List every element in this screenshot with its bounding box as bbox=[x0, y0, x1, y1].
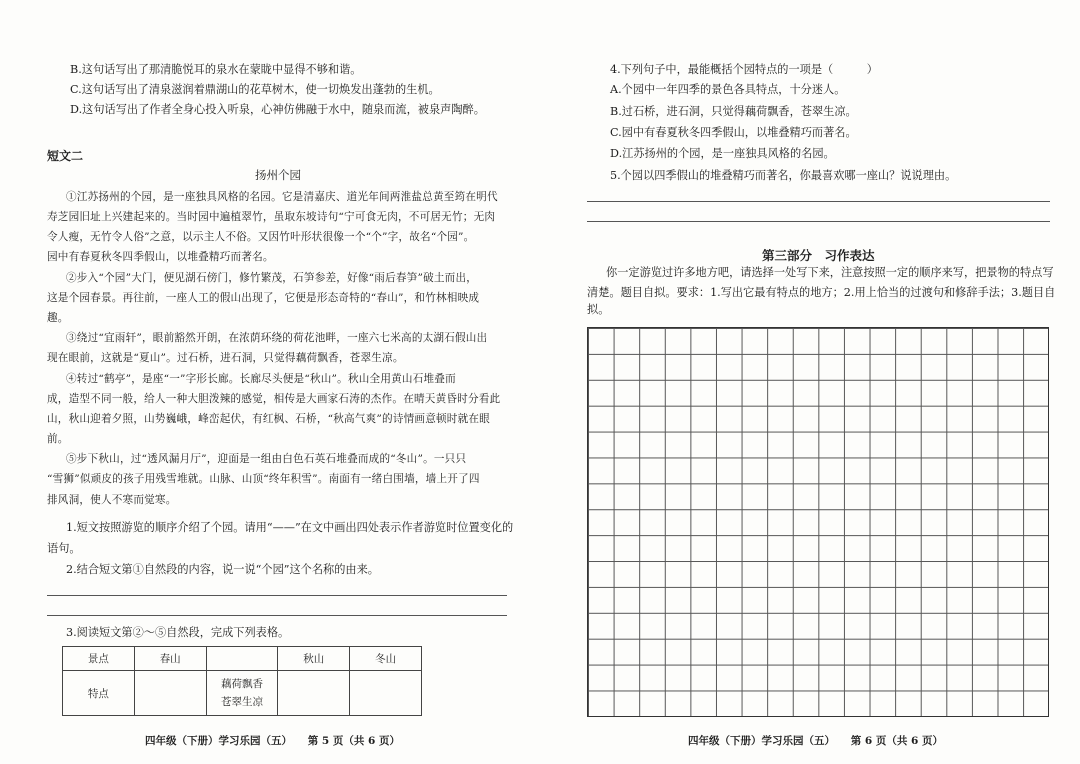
question-3: 3.阅读短文第②～⑤自然段，完成下列表格。 bbox=[66, 626, 290, 639]
article-line: 现在眼前，这就是“夏山”。过石桥，进石洞，只觉得藕荷飘香，苍翠生凉。 bbox=[47, 352, 404, 364]
header-scenic: 景点 bbox=[63, 647, 135, 671]
scenery-table bbox=[62, 646, 422, 716]
prompt-line: 你一定游览过许多地方吧，请选择一处写下来，注意按照一定的顺序来写，把景物的特点写 bbox=[606, 266, 1054, 279]
article-line: ④转过“鹤亭”，是座“一”字形长廊。长廊尽头便是“秋山”。秋山全用黄山石堆叠而 bbox=[66, 373, 456, 385]
question-5: 5.个园以四季假山的堆叠精巧而著名，你最喜欢哪一座山？说说理由。 bbox=[610, 169, 957, 182]
option-b: B.这句话写出了那清脆悦耳的泉水在蒙眬中显得不够和谐。 bbox=[70, 63, 362, 76]
option-b: B.过石桥，进石洞，只觉得藕荷飘香，苍翠生凉。 bbox=[610, 105, 857, 118]
question-4: 4.下列句子中，最能概括个园特点的一项是（ ） bbox=[610, 63, 878, 76]
article-line: 山，秋山迎着夕照，山势巍峨，峰峦起伏，有红枫、石桥，“秋高气爽”的诗情画意顿时就在眼 bbox=[47, 413, 490, 425]
option-d: D.江苏扬州的个园，是一座独具风格的名园。 bbox=[610, 147, 835, 160]
answer-line[interactable] bbox=[47, 615, 507, 616]
summer-feature-line2: 苍翠生凉 bbox=[220, 696, 263, 708]
cell-spring-feature[interactable] bbox=[134, 671, 206, 716]
cell-winter-feature[interactable] bbox=[350, 671, 422, 716]
writing-grid[interactable] bbox=[587, 327, 1049, 717]
cell-summer-feature bbox=[206, 671, 278, 716]
page-footer: 四年级（下册）学习乐园（五） 第 5 页（共 6 页） bbox=[145, 735, 400, 747]
section-label: 短文二 bbox=[47, 149, 84, 163]
article-line: 趣。 bbox=[47, 312, 69, 324]
question-1: 1.短文按照游览的顺序介绍了个园。请用“——”在文中画出四处表示作者游览时位置变化的 bbox=[66, 521, 514, 534]
header-spring: 春山 bbox=[134, 647, 206, 671]
article-line: ①江苏扬州的个园，是一座独具风格的名园。它是清嘉庆、道光年间两淮盐总黄至筠在明代 bbox=[66, 191, 498, 203]
cell-autumn-feature[interactable] bbox=[278, 671, 350, 716]
article-line: ③绕过“宜雨轩”，眼前豁然开朗，在浓荫环绕的荷花池畔，一座六七米高的太湖石假山出 bbox=[66, 332, 488, 344]
prompt-line: 拟。 bbox=[587, 303, 610, 316]
summer-feature-line1: 藕荷飘香 bbox=[220, 678, 263, 690]
header-autumn: 秋山 bbox=[278, 647, 350, 671]
answer-line[interactable] bbox=[47, 595, 507, 596]
article-line: ⑤步下秋山，过“透风漏月厅”，迎面是一组由白色石英石堆叠而成的“冬山”。一只只 bbox=[66, 453, 467, 465]
header-summer-blank[interactable] bbox=[206, 647, 278, 671]
article-title: 扬州个园 bbox=[255, 168, 301, 182]
article-line: ②步入“个园”大门，便见湖石傍门，修竹繁茂，石笋参差，好像“雨后春笋”破土而出， bbox=[66, 272, 478, 284]
question-1-cont: 语句。 bbox=[47, 542, 81, 555]
article-line: 这是个园春景。再往前，一座人工的假山出现了，它便是形态奇特的“春山”，和竹林相映成 bbox=[47, 292, 480, 304]
prompt-line: 清楚。题目自拟。要求：1.写出它最有特点的地方；2.用上恰当的过渡句和修辞手法；3.题目自 bbox=[587, 286, 1056, 299]
article-line: “雪狮”似顽皮的孩子用残雪堆就。山脉、山顶“终年积雪”。南面有一绪白围墙，墙上开了四 bbox=[47, 473, 480, 485]
option-a: A.个园中一年四季的景色各具特点，十分迷人。 bbox=[610, 83, 846, 96]
page-footer: 四年级（下册）学习乐园（五） 第 6 页（共 6 页） bbox=[688, 735, 943, 747]
article-line: 成，造型不同一般，给人一种大胆泼辣的感觉，相传是大画家石涛的杰作。在晴天黄昏时分看此 bbox=[47, 393, 501, 405]
question-2: 2.结合短文第①自然段的内容，说一说“个园”这个名称的由来。 bbox=[66, 563, 379, 576]
article-line: 寿芝园旧址上兴建起来的。当时园中遍植翠竹，虽取东坡诗句“宁可食无肉，不可居无竹；无肉 bbox=[47, 211, 496, 223]
answer-line[interactable] bbox=[587, 221, 1050, 222]
answer-line[interactable] bbox=[587, 201, 1050, 202]
header-winter: 冬山 bbox=[350, 647, 422, 671]
option-c: C.园中有春夏秋冬四季假山，以堆叠精巧而著名。 bbox=[610, 126, 857, 139]
article-line: 排风洞，使人不寒而觉寒。 bbox=[47, 494, 177, 506]
article-line: 令人瘦，无竹令人俗”之意，以示主人不俗。又因竹叶形状很像一个“个”字，故名“个园”。 bbox=[47, 231, 475, 243]
row-feature: 特点 bbox=[63, 671, 135, 716]
option-d: D.这句话写出了作者全身心投入听泉，心神仿佛融于水中，随泉而流，被泉声陶醉。 bbox=[70, 103, 485, 116]
option-c: C.这句话写出了清泉滋润着鼎湖山的花草树木，使一切焕发出蓬勃的生机。 bbox=[70, 83, 440, 96]
article-line: 前。 bbox=[47, 433, 69, 445]
part-title: 第三部分 习作表达 bbox=[762, 248, 875, 263]
article-line: 园中有春夏秋冬四季假山，以堆叠精巧而著名。 bbox=[47, 251, 274, 263]
